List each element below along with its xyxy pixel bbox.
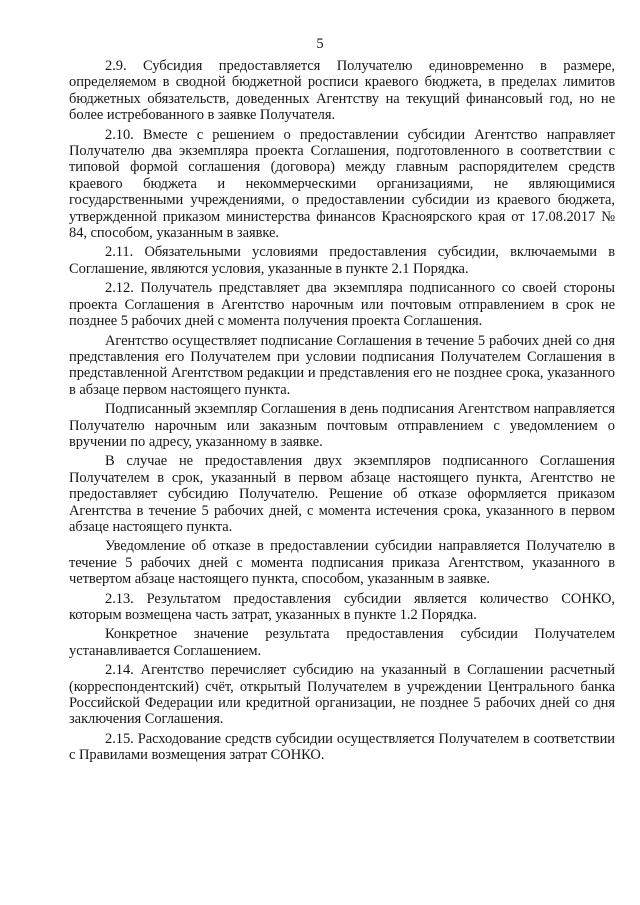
paragraph-2-15: 2.15. Расходование средств субсидии осуществляется Получателем в соответствии с Правилами возмещения затрат СОНКО. — [69, 730, 615, 764]
paragraph-2-11: 2.11. Обязательными условиями предоставления субсидии, включаемыми в Соглашение, являются условия, указанные в пункте 2.1 Порядка. — [69, 244, 615, 277]
page-number: 5 — [316, 36, 324, 52]
paragraph-2-13-result-value: Конкретное значение результата предоставления субсидии Получателем устанавливается Соглашением. — [69, 626, 615, 659]
paragraph-2-14: 2.14. Агентство перечисляет субсидию на указанный в Соглашении расчетный (корреспондентский) счёт, открытый Получателем в учреждении Центрального банка Российской Федерации или кредитной организации, не позднее 5 рабочих дней со дня заключения Соглашения. — [69, 662, 615, 728]
paragraph-2-12-notice: Уведомление об отказе в предоставлении субсидии направляется Получателю в течение 5 рабочих дней с момента подписания приказа Агентством, указанного в четвертом абзаце настоящего пункта, способом, указанным в заявке. — [69, 538, 615, 588]
paragraph-2-12: 2.12. Получатель представляет два экземпляра подписанного со своей стороны проекта Соглашения в Агентство нарочным или почтовым отправлением в срок не позднее 5 рабочих дней с момента получения проекта Соглашения. — [69, 280, 615, 330]
paragraph-2-13: 2.13. Результатом предоставления субсидии является количество СОНКО, которым возмещена часть затрат, указанных в пункте 1.2 Порядка. — [69, 590, 615, 623]
paragraph-2-9: 2.9. Субсидия предоставляется Получателю единовременно в размере, определяемом в сводной бюджетной росписи краевого бюджета, в пределах лимитов бюджетных обязательств, доведенных Агентству на текущий финансовый год, но не более истребованного в заявке Получателя. — [69, 58, 615, 124]
paragraph-2-12-signed-copy: Подписанный экземпляр Соглашения в день подписания Агентством направляется Получателю нарочным или заказным почтовым отправлением с уведомлением о вручении по адресу, указанному в заявке. — [69, 401, 615, 450]
paragraph-2-12-signing: Агентство осуществляет подписание Соглашения в течение 5 рабочих дней со дня представления его Получателем при условии подписания Получателем Соглашения в представленной Агентством редакции и представления его не позднее срока, указанного в абзаце первом настоящего пункта. — [69, 332, 615, 398]
paragraph-2-10: 2.10. Вместе с решением о предоставлении субсидии Агентство направляет Получателю два экземпляра проекта Соглашения, подготовленного в соответствии с типовой формой соглашения (договора) между главным распорядителем средств краевого бюджета и некоммерческими организациями, не являющимися государственными учреждениями, о предоставлении субсидии из краевого бюджета, утвержденной приказом министерства финансов Красноярского края от 17.08.2017 № 84, способом, указанным в заявке. — [69, 126, 615, 242]
document-body — [69, 58, 615, 764]
paragraph-2-12-refusal: В случае не предоставления двух экземпляров подписанного Соглашения Получателем в срок, указанный в первом абзаце настоящего пункта, Агентство не предоставляет субсидию Получателю. Решение об отказе оформляется приказом Агентства в течение 5 рабочих дней, с момента истечения срока, указанного в первом абзаце настоящего пункта. — [69, 453, 615, 535]
